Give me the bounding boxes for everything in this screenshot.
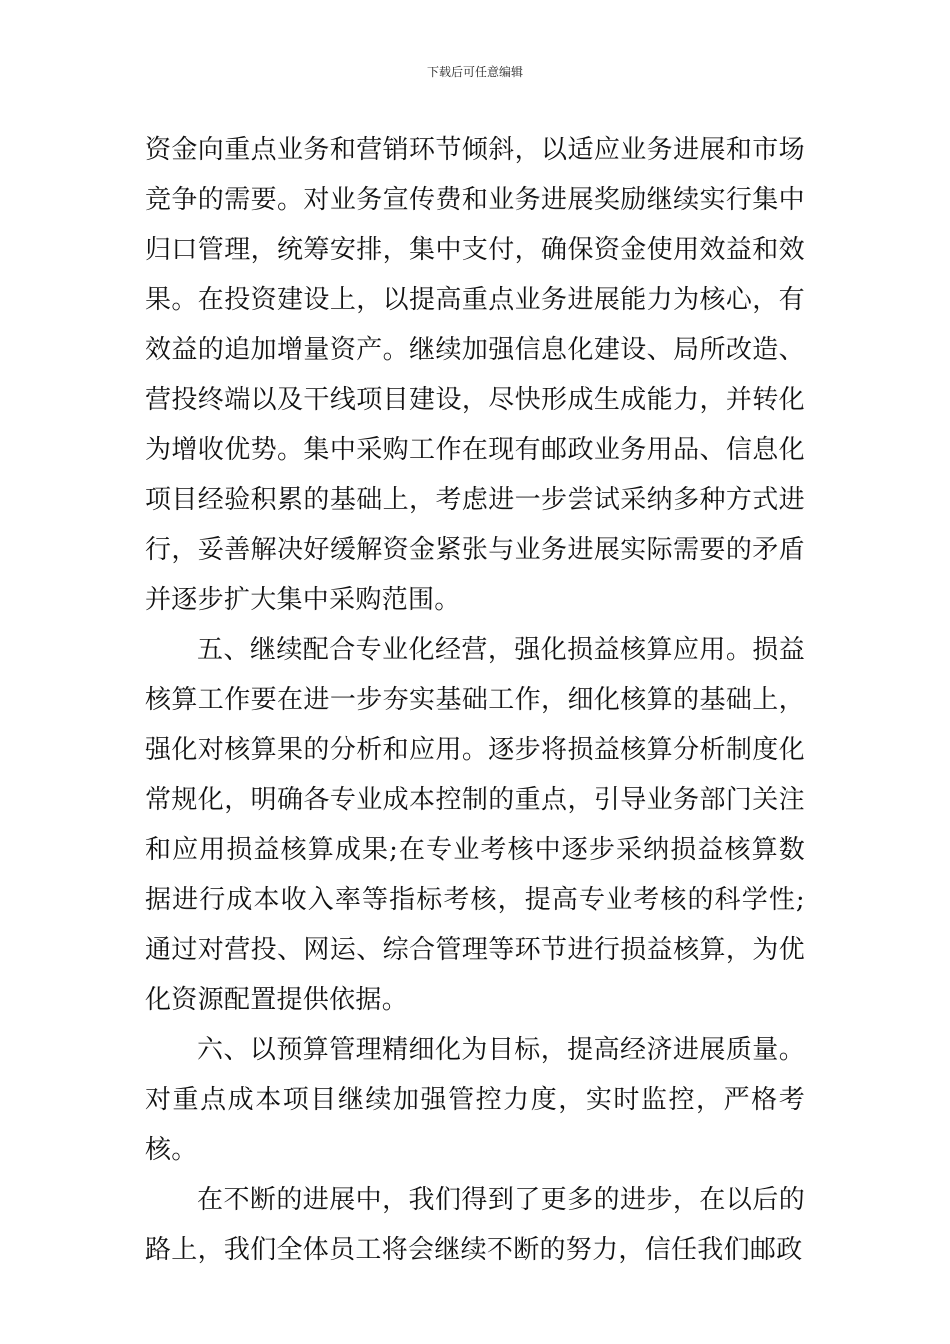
paragraph-closing: 在不断的进展中，我们得到了更多的进步，在以后的路上，我们全体员工将会继续不断的努力，信任我们邮政	[145, 1185, 805, 1265]
document-body	[145, 125, 805, 1275]
page-header: 下载后可任意编辑	[426, 65, 523, 79]
paragraph-section-six: 六、以预算管理精细化为目标，提高经济进展质量。对重点成本项目继续加强管控力度，实时监控，严格考核。	[145, 1035, 805, 1165]
paragraph-section-five: 五、继续配合专业化经营，强化损益核算应用。损益核算工作要在进一步夯实基础工作，细化核算的基础上，强化对核算果的分析和应用。逐步将损益核算分析制度化常规化，明确各专业成本控制的重点，引导业务部门关注和应用损益核算成果;在专业考核中逐步采纳损益核算数据进行成本收入率等指标考核，提高专业考核的科学性;通过对营投、网运、综合管理等环节进行损益核算，为优化资源配置提供依据。	[145, 635, 805, 1015]
paragraph-continuation: 资金向重点业务和营销环节倾斜，以适应业务进展和市场竞争的需要。对业务宣传费和业务进展奖励继续实行集中归口管理，统筹安排，集中支付，确保资金使用效益和效果。在投资建设上，以提高重点业务进展能力为核心，有效益的追加增量资产。继续加强信息化建设、局所改造、营投终端以及干线项目建设，尽快形成生成能力，并转化为增收优势。集中采购工作在现有邮政业务用品、信息化项目经验积累的基础上，考虑进一步尝试采纳多种方式进行，妥善解决好缓解资金紧张与业务进展实际需要的矛盾并逐步扩大集中采购范围。	[145, 135, 805, 615]
